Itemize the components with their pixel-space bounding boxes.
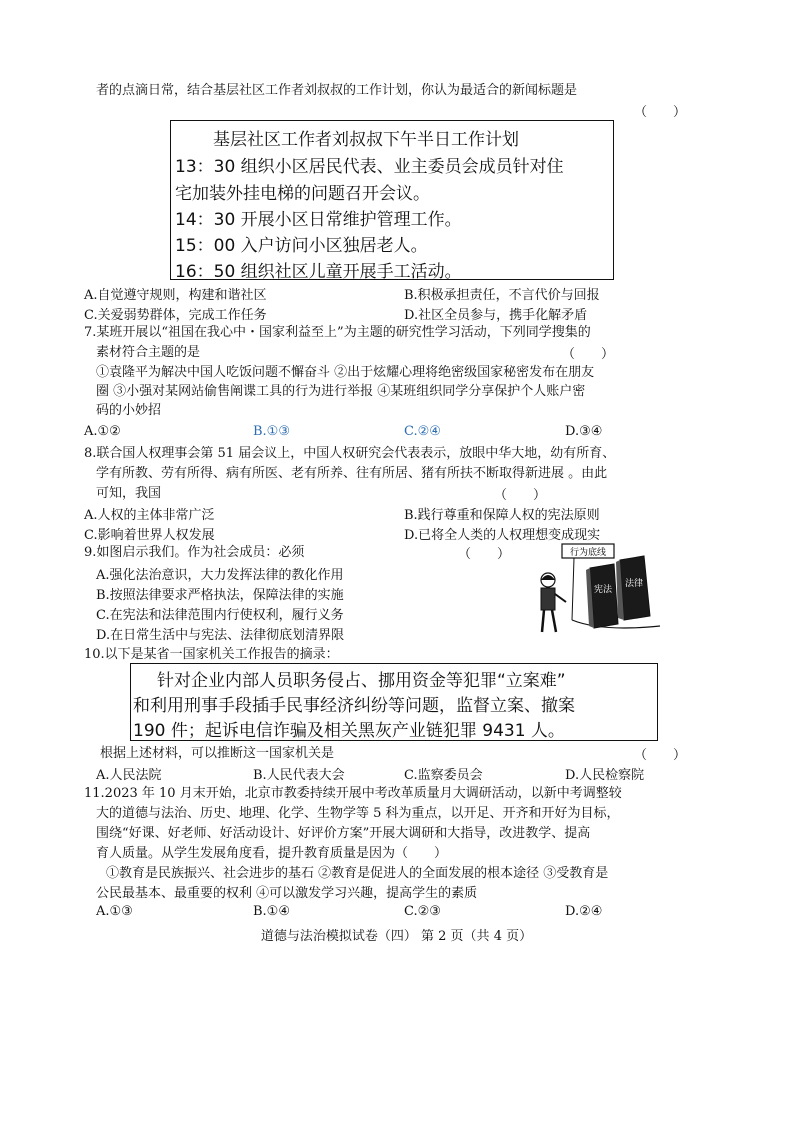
q8-stem: 8.联合国人权理事会第 51 届会议上，中国人权研究会代表表示，放眼中华大地，幼有所育、 xyxy=(84,446,616,461)
q9-stem: 9.如图启示我们。作为社会成员：必须 xyxy=(84,545,305,560)
q9-option-c[interactable]: C.在宪法和法律范围内行使权利，履行义务 xyxy=(96,608,344,623)
person-figure-icon xyxy=(541,573,566,632)
q6-stem-tail: 者的点滴日常，结合基层社区工作者刘叔叔的工作计划，你认为最适合的新闻标题是 xyxy=(96,83,578,98)
q10-option-a[interactable]: A.人民法院 xyxy=(96,768,162,783)
excerpt-line: 针对企业内部人员职务侵占、挪用资金等犯罪“立案难” xyxy=(157,671,566,691)
work-plan-line: 宅加装外挂电梯的问题召开会议。 xyxy=(175,184,430,204)
q9-option-b[interactable]: B.按照法律要求严格执法，保障法律的实施 xyxy=(96,588,344,603)
q7-items: 码的小妙招 xyxy=(96,403,162,418)
q7-stem: 素材符合主题的是 xyxy=(96,345,201,360)
constitution-book-icon xyxy=(586,564,618,628)
page-footer: 道德与法治模拟试卷（四） 第 2 页（共 4 页） xyxy=(260,929,533,944)
book-left-text: 宪法 xyxy=(593,585,613,595)
q7-stem: 7.某班开展以“祖国在我心中・国家利益至上”为主题的研究性学习活动，下列同学搜集的 xyxy=(84,325,591,340)
book-right-text: 法律 xyxy=(624,579,644,589)
work-plan-title: 基层社区工作者刘叔叔下午半日工作计划 xyxy=(213,130,519,150)
q11-stem: 大的道德与法治、历史、地理、化学、生物学等 5 科为重点，以开足、开齐和开好为目标， xyxy=(96,806,620,821)
law-book-icon xyxy=(616,556,650,620)
q11-option-c[interactable]: C.②③ xyxy=(404,904,441,919)
q8-stem: 可知，我国 xyxy=(96,486,162,501)
q10-option-b[interactable]: B.人民代表大会 xyxy=(253,768,345,783)
work-plan-line: 14：30 开展小区日常维护管理工作。 xyxy=(175,210,462,230)
q11-stem: 育人质量。从学生发展角度看，提升教育质量是因为（ ） xyxy=(96,846,448,861)
q10-option-c[interactable]: C.监察委员会 xyxy=(404,768,483,783)
q7-option-c[interactable]: C.②④ xyxy=(404,424,441,439)
excerpt-line: 190 件；起诉电信诈骗及相关黑灰产业链犯罪 9431 人。 xyxy=(133,721,565,741)
q7-option-d[interactable]: D.③④ xyxy=(565,424,603,439)
q10-question: 根据上述材料，可以推断这一国家机关是 xyxy=(100,746,335,761)
q8-answer-paren: （ ） xyxy=(494,488,547,503)
q6-option-c[interactable]: C.关爱弱势群体，完成工作任务 xyxy=(84,308,267,323)
cartoon-sign-text: 行为底线 xyxy=(569,548,607,558)
q7-answer-paren: （ ） xyxy=(562,347,615,362)
q6-option-d[interactable]: D.社区全员参与，携手化解矛盾 xyxy=(404,308,588,323)
q6-option-a[interactable]: A.自觉遵守规则，构建和谐社区 xyxy=(84,288,267,303)
q7-option-a[interactable]: A.①② xyxy=(84,424,121,439)
bottom-line-cartoon xyxy=(532,540,664,640)
q11-option-b[interactable]: B.①④ xyxy=(253,904,290,919)
q6-answer-paren: （ ） xyxy=(634,105,687,120)
q9-answer-paren: （ ） xyxy=(458,547,511,562)
q10-answer-paren: （ ） xyxy=(634,748,687,763)
q9-option-d[interactable]: D.在日常生活中与宪法、法律彻底划清界限 xyxy=(96,628,345,643)
q6-option-b[interactable]: B.积极承担责任，不言代价与回报 xyxy=(404,288,600,303)
q11-items: 公民最基本、最重要的权利 ④可以激发学习兴趣，提高学生的素质 xyxy=(96,886,478,901)
q7-option-b[interactable]: B.①③ xyxy=(253,424,290,439)
q11-stem: 围绕“好课、好老师、好活动设计、好评价方案”开展大调研和大指导，改进教学、提高 xyxy=(96,826,591,841)
q8-option-b[interactable]: B.践行尊重和保障人权的宪法原则 xyxy=(404,508,600,523)
q8-option-d[interactable]: D.已将全人类的人权理想变成现实 xyxy=(404,528,601,543)
q7-items: 圈 ③小强对某网站偷售阐谍工具的行为进行举报 ④某班组织同学分享保护个人账户密 xyxy=(96,384,586,399)
work-plan-line: 16：50 组织社区儿童开展手工活动。 xyxy=(175,262,462,282)
q8-option-c[interactable]: C.影响着世界人权发展 xyxy=(84,528,215,543)
q8-option-a[interactable]: A.人权的主体非常广泛 xyxy=(84,508,215,523)
q11-option-a[interactable]: A.①③ xyxy=(96,904,133,919)
q10-option-d[interactable]: D.人民检察院 xyxy=(565,768,645,783)
excerpt-line: 和利用刑事手段插手民事经济纠纷等问题，监督立案、撤案 xyxy=(133,696,575,716)
report-excerpt-box xyxy=(130,663,658,741)
q7-items: ①袁隆平为解决中国人吃饭问题不懈奋斗 ②出于炫耀心理将绝密级国家秘密发布在朋友 xyxy=(96,365,595,380)
work-plan-line: 13：30 组织小区居民代表、业主委员会成员针对住 xyxy=(175,157,564,177)
q11-stem: 11.2023 年 10 月末开始，北京市教委持续开展中考改革质量月大调研活动，以新中考调整较 xyxy=(84,786,622,801)
q11-items: ①教育是民族振兴、社会进步的基石 ②教育是促进人的全面发展的根本途径 ③受教育是 xyxy=(106,866,609,881)
q10-stem: 10.以下是某省一国家机关工作报告的摘录： xyxy=(84,647,339,662)
work-plan-box xyxy=(170,120,614,280)
work-plan-line: 15：00 入户访问小区独居老人。 xyxy=(175,236,428,256)
q8-stem: 学有所教、劳有所得、病有所医、老有所养、往有所居、猪有所扶不断取得新进展 。由此 xyxy=(96,466,608,481)
q11-option-d[interactable]: D.②④ xyxy=(565,904,603,919)
q9-option-a[interactable]: A.强化法治意识，大力发挥法律的教化作用 xyxy=(96,568,344,583)
